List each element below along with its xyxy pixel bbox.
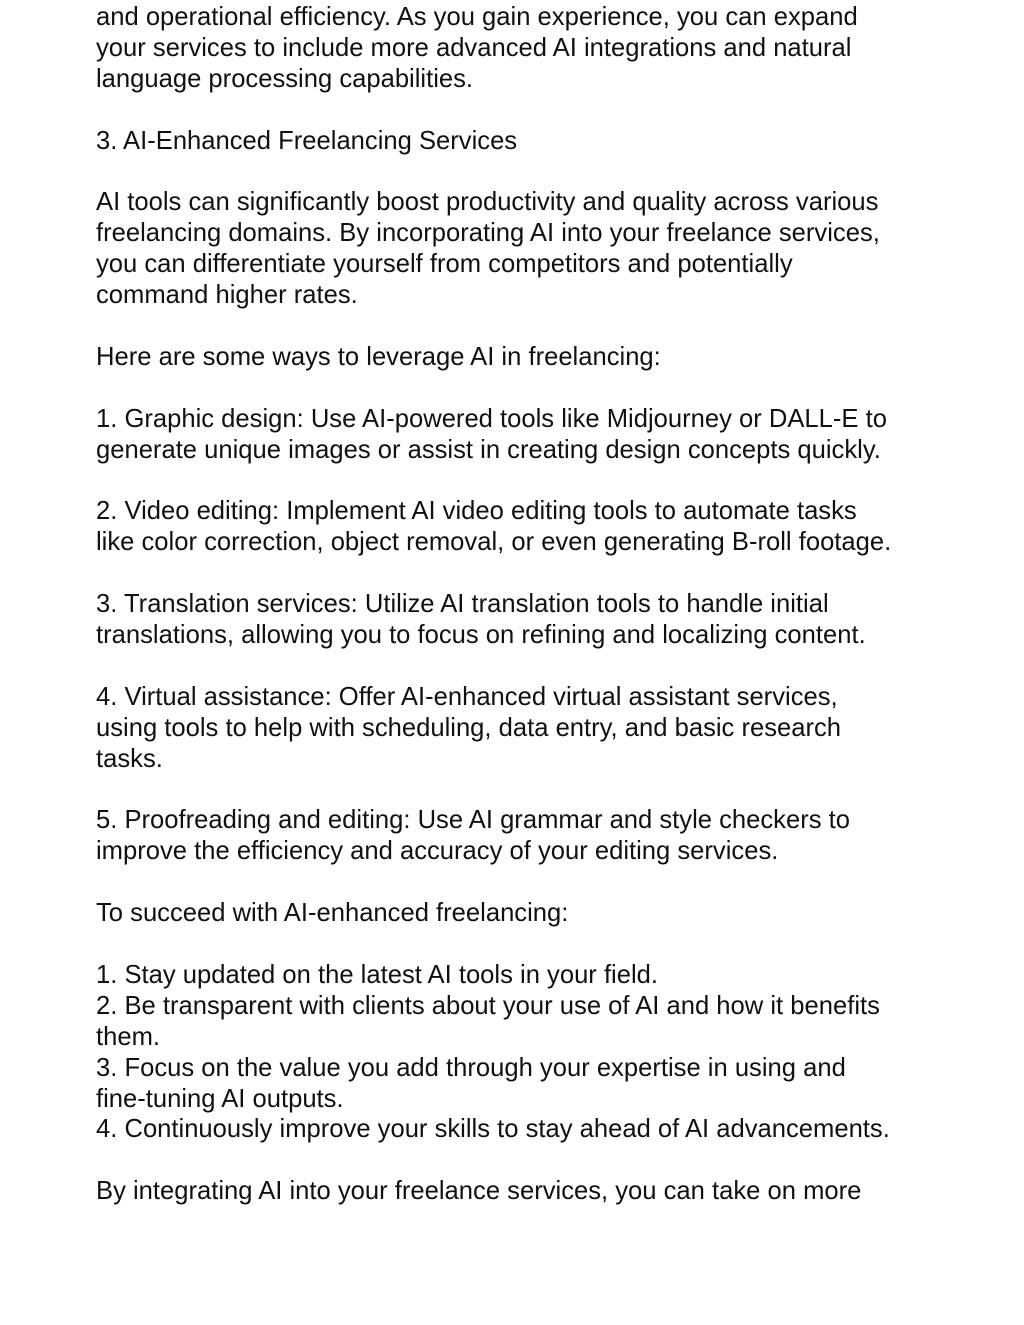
paragraph-spacer <box>96 373 976 404</box>
paragraph-spacer <box>96 1145 976 1176</box>
list-item-graphic-design: 1. Graphic design: Use AI-powered tools like Midjourney or DALL-E to generate unique images or assist in creating design concepts quickly. <box>96 404 887 464</box>
success-intro: To succeed with AI-enhanced freelancing: <box>96 899 569 928</box>
paragraph-spacer <box>96 466 976 497</box>
intro-continuation-paragraph: and operational efficiency. As you gain experience, you can expand your services to include more advanced AI integrations and natural language processing capabilities. <box>96 3 858 93</box>
closing-paragraph: By integrating AI into your freelance services, you can take on more <box>96 1177 862 1206</box>
success-tip: 4. Continuously improve your skills to stay ahead of AI advancements. <box>96 1115 890 1144</box>
list-item-video-editing: 2. Video editing: Implement AI video editing tools to automate tasks like color correction, object removal, or even generating B-roll footage. <box>96 497 892 557</box>
paragraph-spacer <box>96 651 976 682</box>
document-page <box>96 2 976 1207</box>
list-item-virtual-assistance: 4. Virtual assistance: Offer AI-enhanced virtual assistant services, using tools to help with scheduling, data entry, and basic research tasks. <box>96 682 842 773</box>
success-tip: 2. Be transparent with clients about your use of AI and how it benefits them. <box>96 991 880 1051</box>
list-item-translation: 3. Translation services: Utilize AI translation tools to handle initial translations, allowing you to focus on refining and localizing content. <box>96 590 866 650</box>
success-tip: 3. Focus on the value you add through your expertise in using and fine-tuning AI outputs. <box>96 1053 846 1113</box>
paragraph-spacer <box>96 558 976 589</box>
success-tip: 1. Stay updated on the latest AI tools in your field. <box>96 960 658 989</box>
paragraph-spacer <box>96 95 976 126</box>
body-paragraph: AI tools can significantly boost productivity and quality across various freelancing domains. By incorporating AI into your freelance services, you can differentiate yourself from competitors and potentially command higher rates. <box>96 188 880 310</box>
paragraph-spacer <box>96 867 976 898</box>
paragraph-spacer <box>96 157 976 188</box>
paragraph-spacer <box>96 929 976 960</box>
paragraph-spacer <box>96 311 976 342</box>
list-item-proofreading: 5. Proofreading and editing: Use AI grammar and style checkers to improve the efficiency and accuracy of your editing services. <box>96 806 850 866</box>
paragraph-spacer <box>96 775 976 806</box>
ways-intro: Here are some ways to leverage AI in freelancing: <box>96 342 661 371</box>
section-heading: 3. AI-Enhanced Freelancing Services <box>96 126 518 155</box>
